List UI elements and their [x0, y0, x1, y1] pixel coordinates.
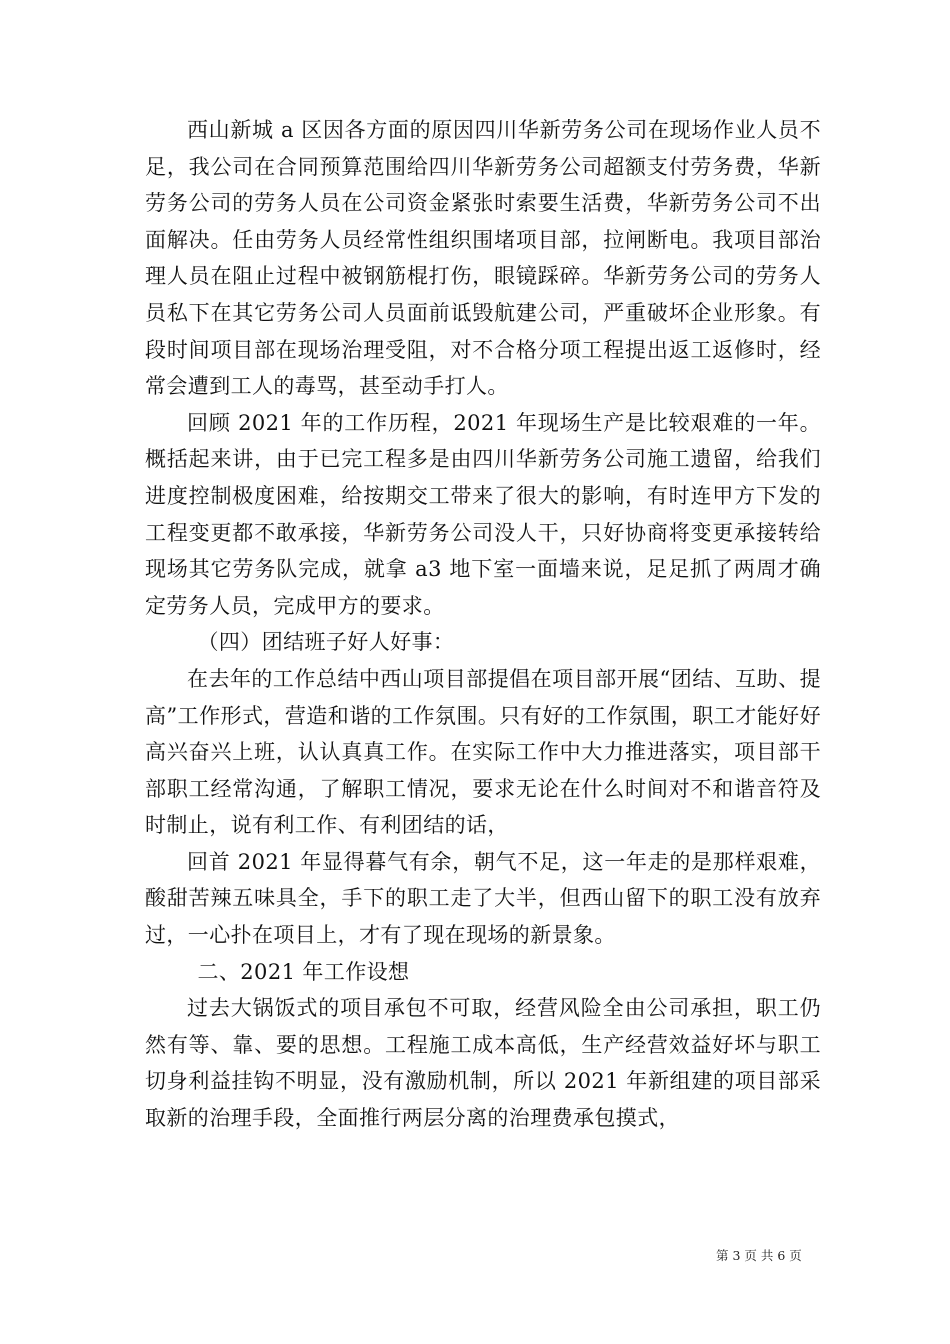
document-body [145, 112, 821, 1137]
paragraph-contracting-model: 过去大锅饭式的项目承包不可取，经营风险全由公司承担，职工仍然有等、靠、要的思想。工程施工成本高低，生产经营效益好坏与职工切身利益挂钩不明显，没有激励机制，所以 2021 年新组建的项目部采取新的治理手段，全面推行两层分离的治理费承包摸式， [145, 996, 821, 1131]
section-heading-unity: （四）团结班子好人好事： [197, 630, 455, 655]
paragraph-labor-issues: 西山新城 a 区因各方面的原因四川华新劳务公司在现场作业人员不足，我公司在合同预算范围给四川华新劳务公司超额支付劳务费，华新劳务公司的劳务人员在公司资金紧张时索要生活费，华新劳务公司不出面解决。任由劳务人员经常性组织围堵项目部，拉闸断电。我项目部治理人员在阻止过程中被钢筋棍打伤，眼镜踩碎。华新劳务公司的劳务人员私下在其它劳务公司人员面前诋毁航建公司，严重破坏企业形象。有段时间项目部在现场治理受阻，对不合格分项工程提出返工返修时，经常会遭到工人的毒骂，甚至动手打人。 [145, 118, 821, 399]
page-number-footer: 第 3 页 共 6 页 [716, 1248, 802, 1263]
section-heading-work-plan: 二、2021 年工作设想 [197, 959, 410, 984]
paragraph-looking-back: 回首 2021 年显得暮气有余，朝气不足，这一年走的是那样艰难，酸甜苦辣五味具全，手下的职工走了大半，但西山留下的职工没有放弃过，一心扑在项目上，才有了现在现场的新景象。 [145, 849, 821, 948]
paragraph-team-harmony: 在去年的工作总结中西山项目部提倡在项目部开展“团结、互助、提高”工作形式，营造和谐的工作氛围。只有好的工作氛围，职工才能好好高兴奋兴上班，认认真真工作。在实际工作中大力推进落实，项目部干部职工经常沟通，了解职工情况，要求无论在什么时间对不和谐音符及时制止，说有利工作、有利团结的话， [145, 666, 821, 838]
paragraph-review-2021: 回顾 2021 年的工作历程，2021 年现场生产是比较艰难的一年。概括起来讲，由于已完工程多是由四川华新劳务公司施工遗留，给我们进度控制极度困难，给按期交工带来了很大的影响，有时连甲方下发的工程变更都不敢承接，华新劳务公司没人干，只好协商将变更承接转给现场其它劳务队完成，就拿 a3 地下室一面墙来说，足足抓了两周才确定劳务人员，完成甲方的要求。 [145, 410, 821, 618]
